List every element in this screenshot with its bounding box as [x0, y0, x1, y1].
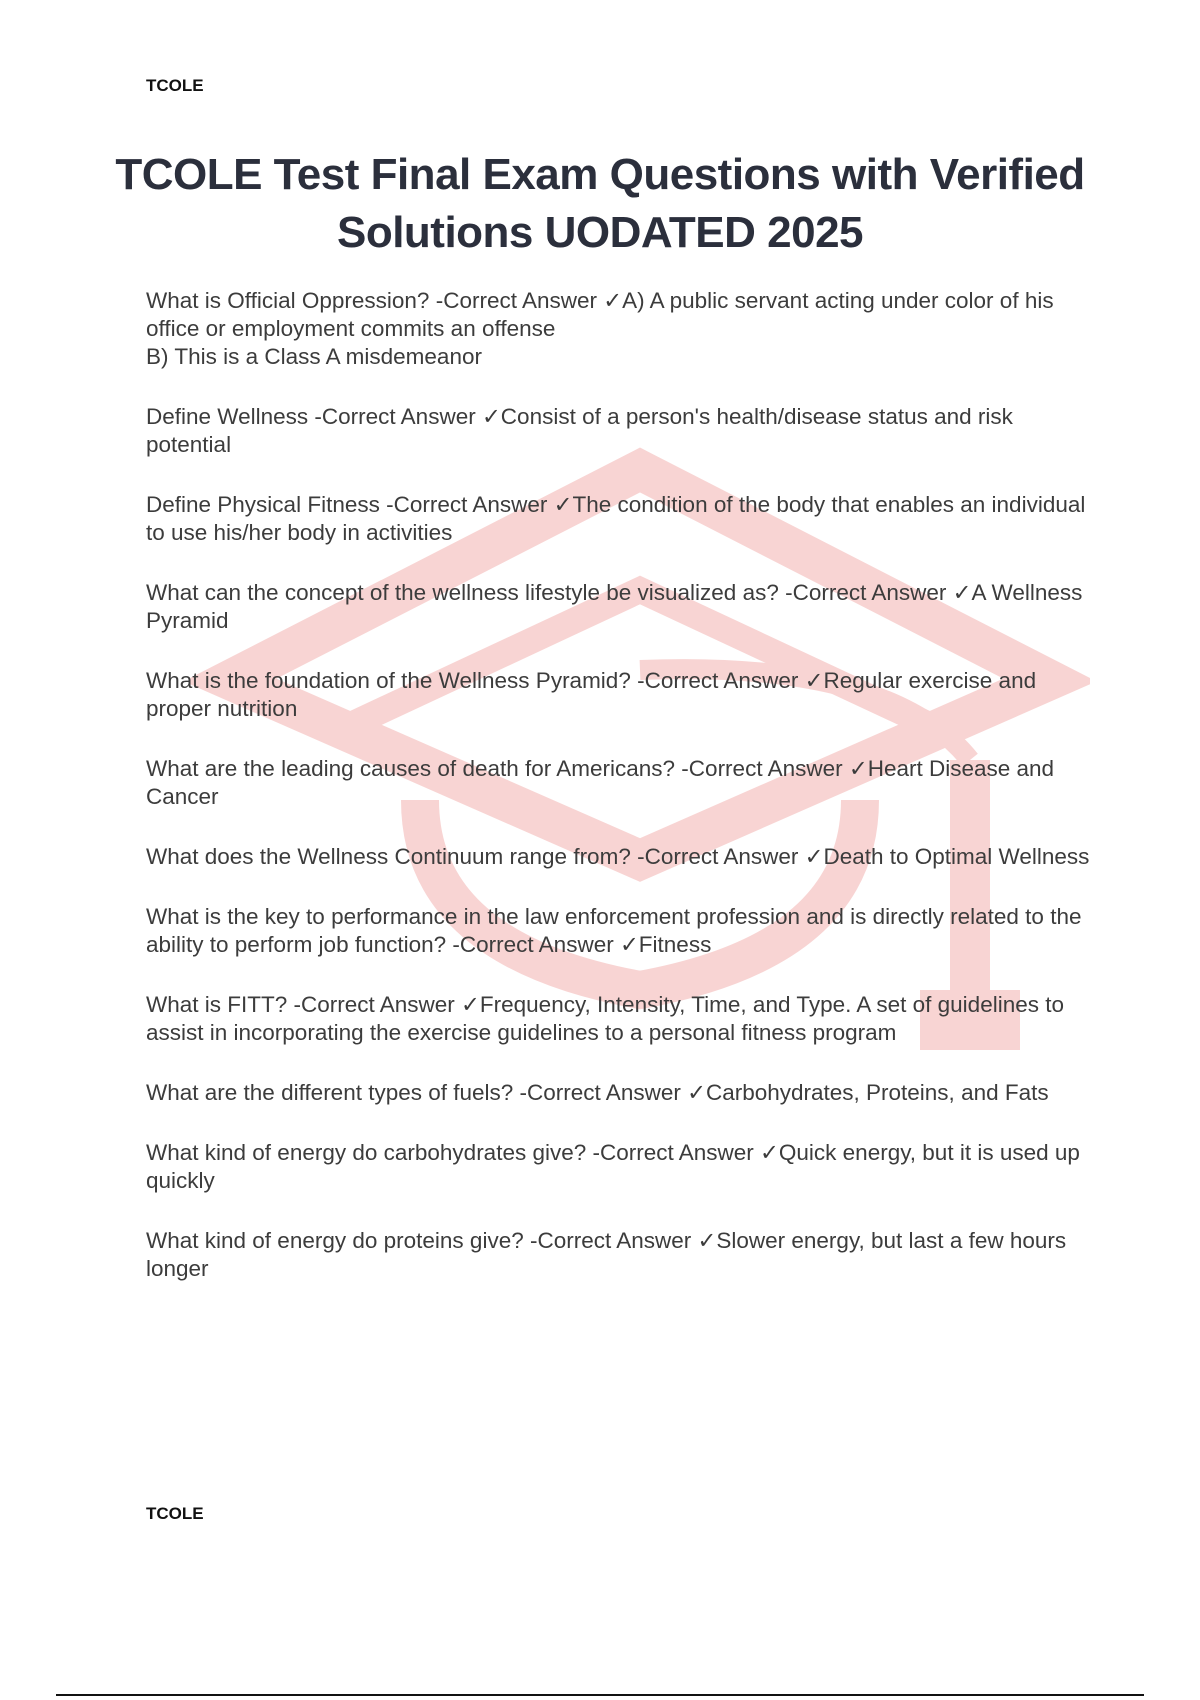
qa-item: What kind of energy do carbohydrates give? -Correct Answer ✓Quick energy, but it is used up quickly [146, 1140, 1080, 1193]
qa-item: Define Wellness -Correct Answer ✓Consist of a person's health/disease status and risk potential [146, 404, 1013, 457]
qa-item: What kind of energy do proteins give? -Correct Answer ✓Slower energy, but last a few hours longer [146, 1228, 1067, 1281]
qa-item: What is the key to performance in the law enforcement profession and is directly related to the ability to perform job function? -Correct Answer ✓Fitness [146, 904, 1082, 957]
header-label: TCOLE [146, 76, 204, 95]
qa-item: Define Physical Fitness -Correct Answer ✓The condition of the body that enables an individual to use his/her body in activities [146, 492, 1086, 545]
qa-item: What can the concept of the wellness lifestyle be visualized as? -Correct Answer ✓A Wellness Pyramid [146, 580, 1083, 633]
qa-item: What is the foundation of the Wellness Pyramid? -Correct Answer ✓Regular exercise and proper nutrition [146, 668, 1037, 721]
qa-item: What is FITT? -Correct Answer ✓Frequency, Intensity, Time, and Type. A set of guidelines to assist in incorporating the exercise guidelines to a personal fitness program [146, 992, 1064, 1045]
footer-label: TCOLE [146, 1504, 204, 1523]
qa-item: What are the leading causes of death for Americans? -Correct Answer ✓Heart Disease and Cancer [146, 756, 1055, 809]
bottom-divider [56, 1694, 1144, 1696]
qa-item: What are the different types of fuels? -Correct Answer ✓Carbohydrates, Proteins, and Fats [146, 1080, 1049, 1105]
qa-list [146, 287, 1096, 1315]
qa-item: What is Official Oppression? -Correct Answer ✓A) A public servant acting under color of his office or employment commits an offense B) This is a Class A misdemeanor [146, 288, 1054, 369]
qa-item: What does the Wellness Continuum range from? -Correct Answer ✓Death to Optimal Wellness [146, 844, 1090, 869]
document-title: TCOLE Test Final Exam Questions with Verified Solutions UODATED 2025 [115, 150, 1085, 257]
